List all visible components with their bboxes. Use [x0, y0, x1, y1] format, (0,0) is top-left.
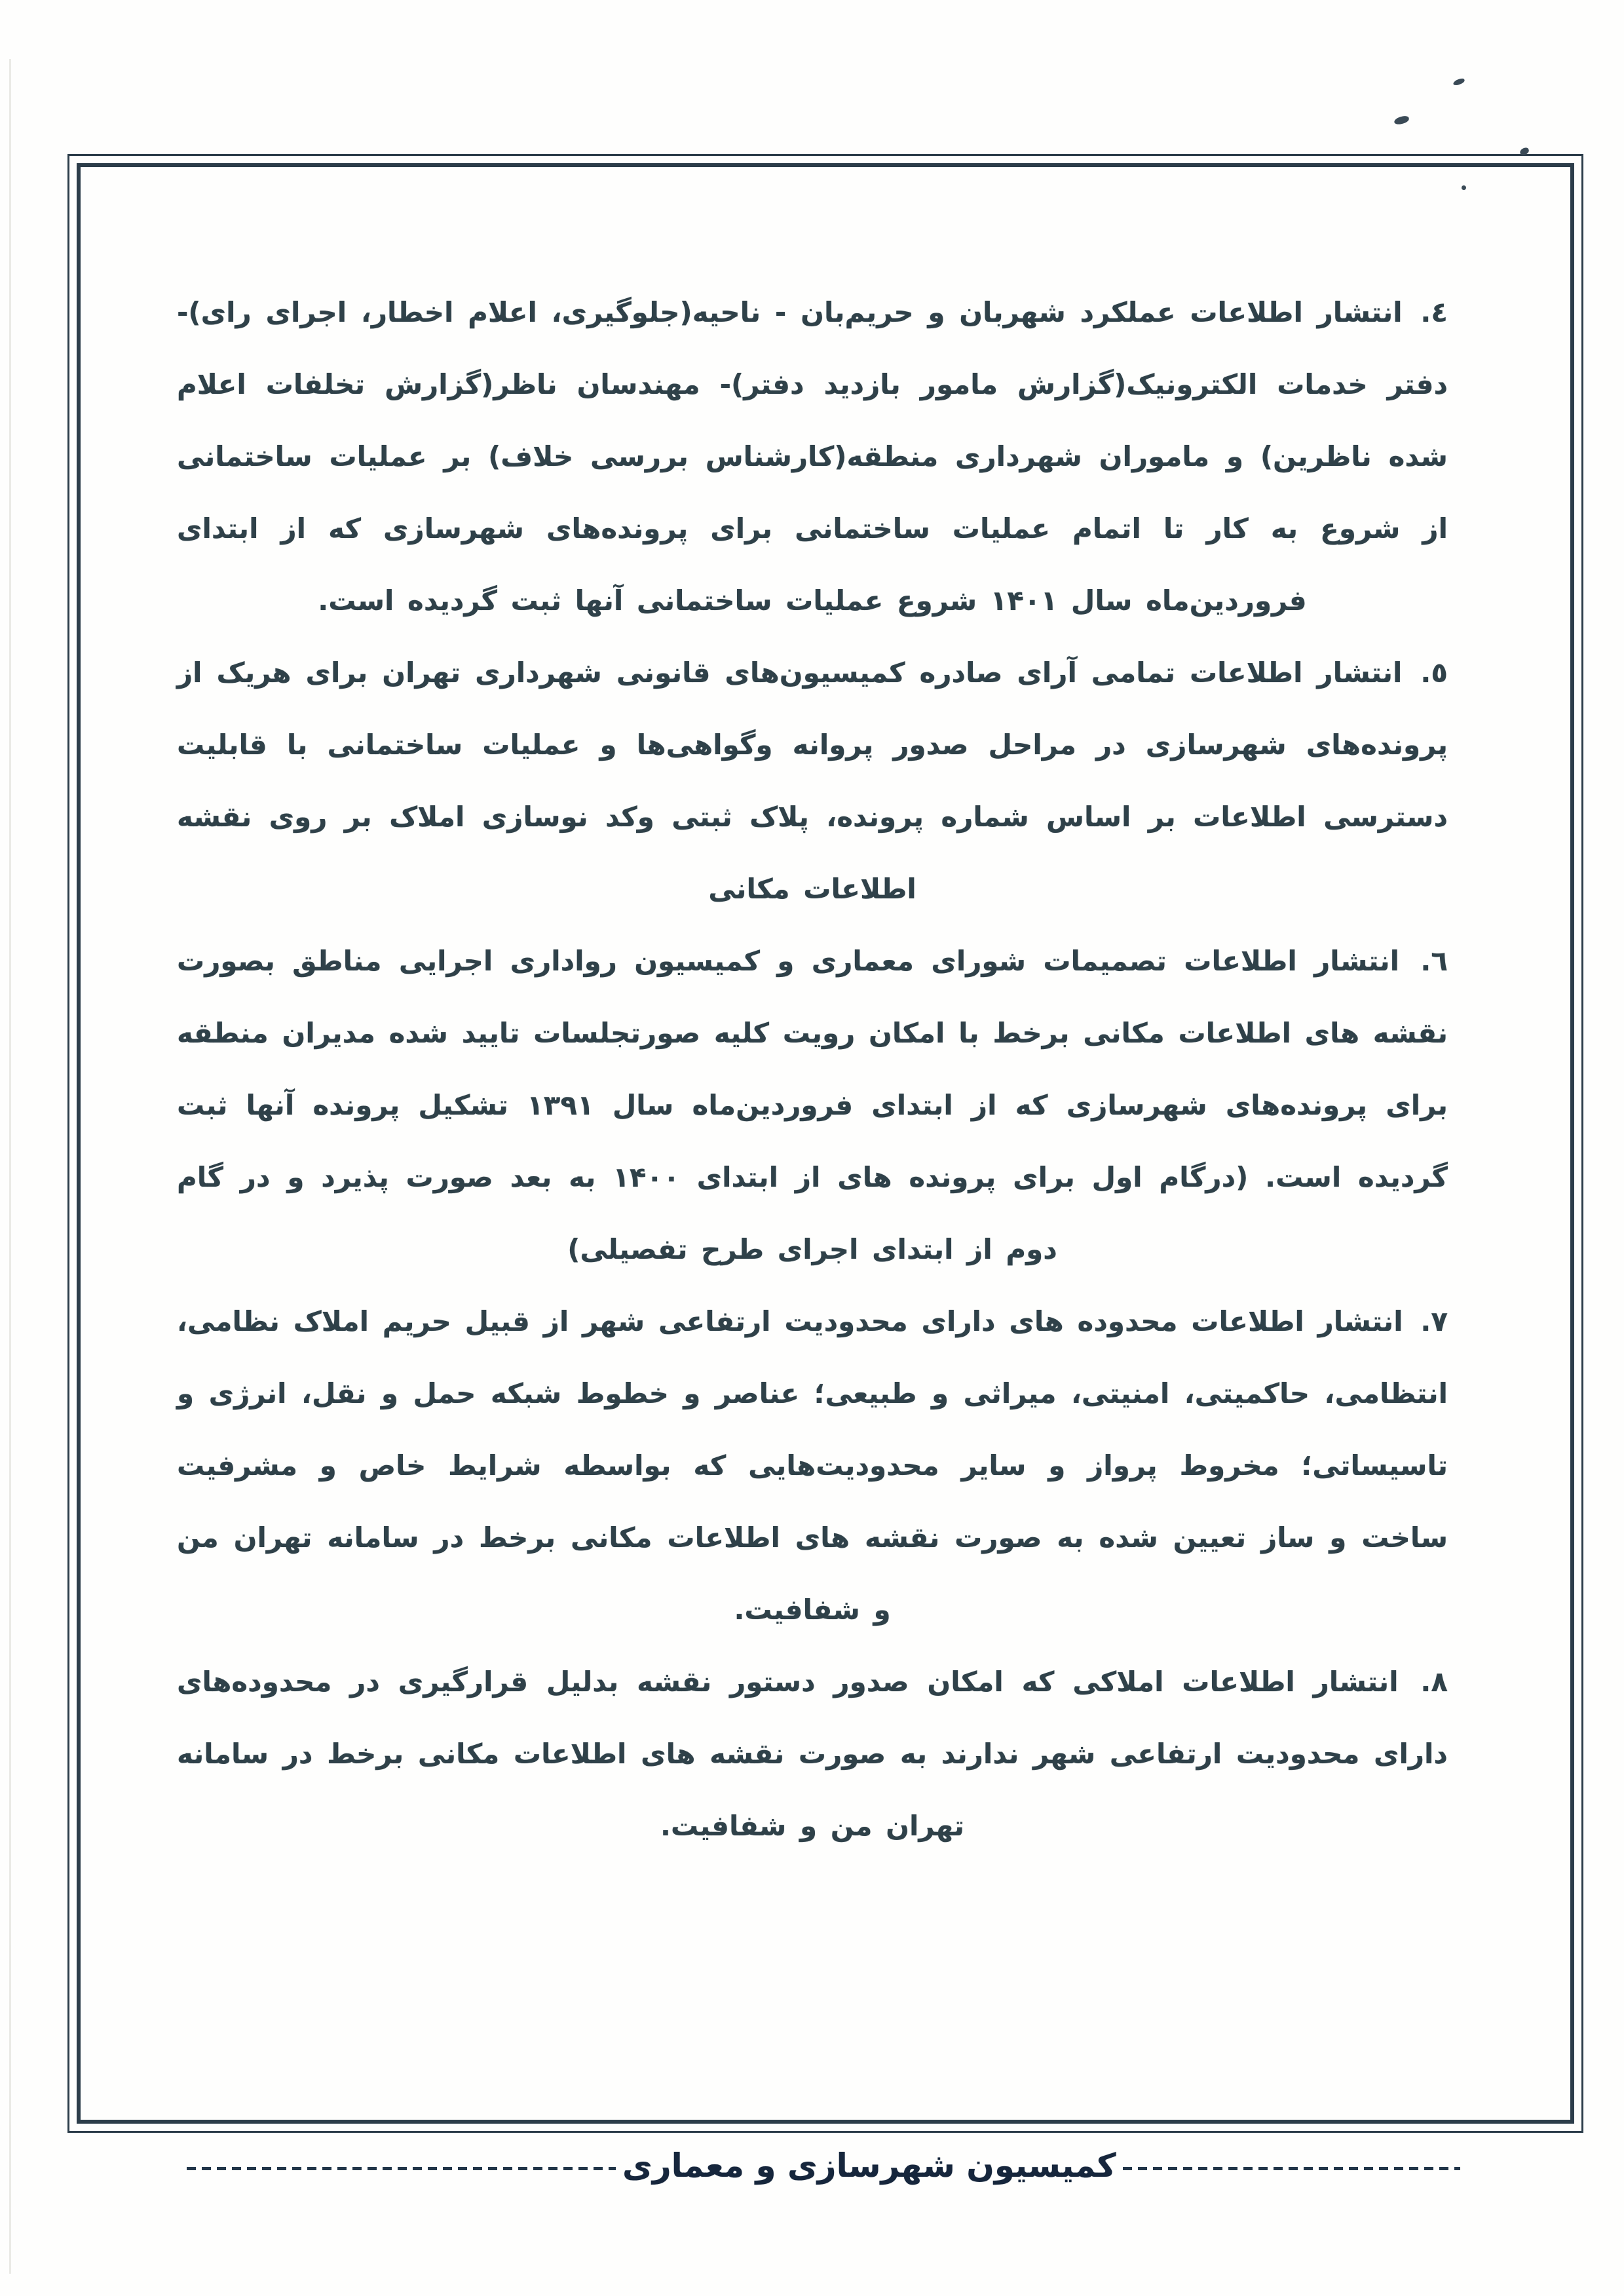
item-number: ٦.: [1420, 945, 1448, 977]
footer-dash-right: [1123, 2167, 1460, 2170]
item-number: ٧.: [1420, 1305, 1448, 1337]
ink-speck: [1452, 77, 1465, 86]
item-number: ٤.: [1420, 296, 1448, 328]
ink-speck: [1393, 115, 1410, 126]
list-item: [177, 1646, 1448, 1862]
page-edge-shadow: [9, 59, 11, 2274]
item-text: انتشار اطلاعات تصمیمات شورای معماری و کمیسیون رواداری اجرایی مناطق بصورت نقشه های اطلاعات مکانی برخط با امکان رویت کلیه صورتجلسات تایید شده مدیران منطقه برای پرونده‌های شهرسازی که از ابتدای فروردین‌ماه سال ۱۳۹۱ تشکیل پرونده آنها ثبت گردیده است. (درگام اول برای پرونده های از ابتدای ۱۴۰۰ به بعد صورت پذیرد و در گام دوم از ابتدای اجرای طرح تفصیلی): [177, 945, 1448, 1265]
document-body: [177, 277, 1448, 1862]
list-item: [177, 1286, 1448, 1646]
item-number: ٥.: [1420, 657, 1448, 689]
item-number: ٨.: [1420, 1666, 1448, 1698]
footer-dash-left: [187, 2167, 616, 2170]
list-item: [177, 277, 1448, 637]
list-item: [177, 925, 1448, 1286]
item-text: انتشار اطلاعات عملکرد شهربان و حریم‌بان - ناحیه(جلوگیری، اعلام اخطار، اجرای رای)- دفتر خدمات الکترونیک(گزارش مامور بازدید دفتر)- مهندسان ناظر(گزارش تخلفات اعلام شده ناظرین) و ماموران شهرداری منطقه(کارشناس بررسی خلاف) بر عملیات ساختمانی از شروع به کار تا اتمام عملیات ساختمانی برای پرونده‌های شهرسازی که از ابتدای فروردین‌ماه سال ۱۴۰۱ شروع عملیات ساختمانی آنها ثبت گردیده است.: [177, 296, 1448, 617]
list-item: [177, 637, 1448, 925]
footer-title: کمیسیون شهرسازی و معماری: [622, 2147, 1116, 2185]
item-text: انتشار اطلاعات محدوده های دارای محدودیت ارتفاعی شهر از قبیل حریم املاک نظامی، انتظامی، حاکمیتی، امنیتی، میراثی و طبیعی؛ عناصر و خطوط شبکه حمل و نقل، انرژی و تاسیساتی؛ مخروط پرواز و سایر محدودیت‌هایی که بواسطه شرایط خاص و مشرفیت ساخت و ساز تعیین شده به صورت نقشه های اطلاعات مکانی برخط در سامانه تهران من و شفافیت.: [177, 1305, 1448, 1626]
item-text: انتشار اطلاعات تمامی آرای صادره کمیسیون‌های قانونی شهرداری تهران برای هریک از پرونده‌های شهرسازی در مراحل صدور پروانه وگواهی‌ها و عملیات ساختمانی با قابلیت دسترسی اطلاعات بر اساس شماره پرونده، پلاک ثبتی وکد نوسازی املاک بر روی نقشه اطلاعات مکانی: [177, 657, 1448, 905]
item-text: انتشار اطلاعات املاکی که امکان صدور دستور نقشه بدلیل قرارگیری در محدوده‌های دارای محدودیت ارتفاعی شهر ندارند به صورت نقشه های اطلاعات مکانی برخط در سامانه تهران من و شفافیت.: [177, 1666, 1448, 1842]
footer: [187, 2144, 1460, 2187]
